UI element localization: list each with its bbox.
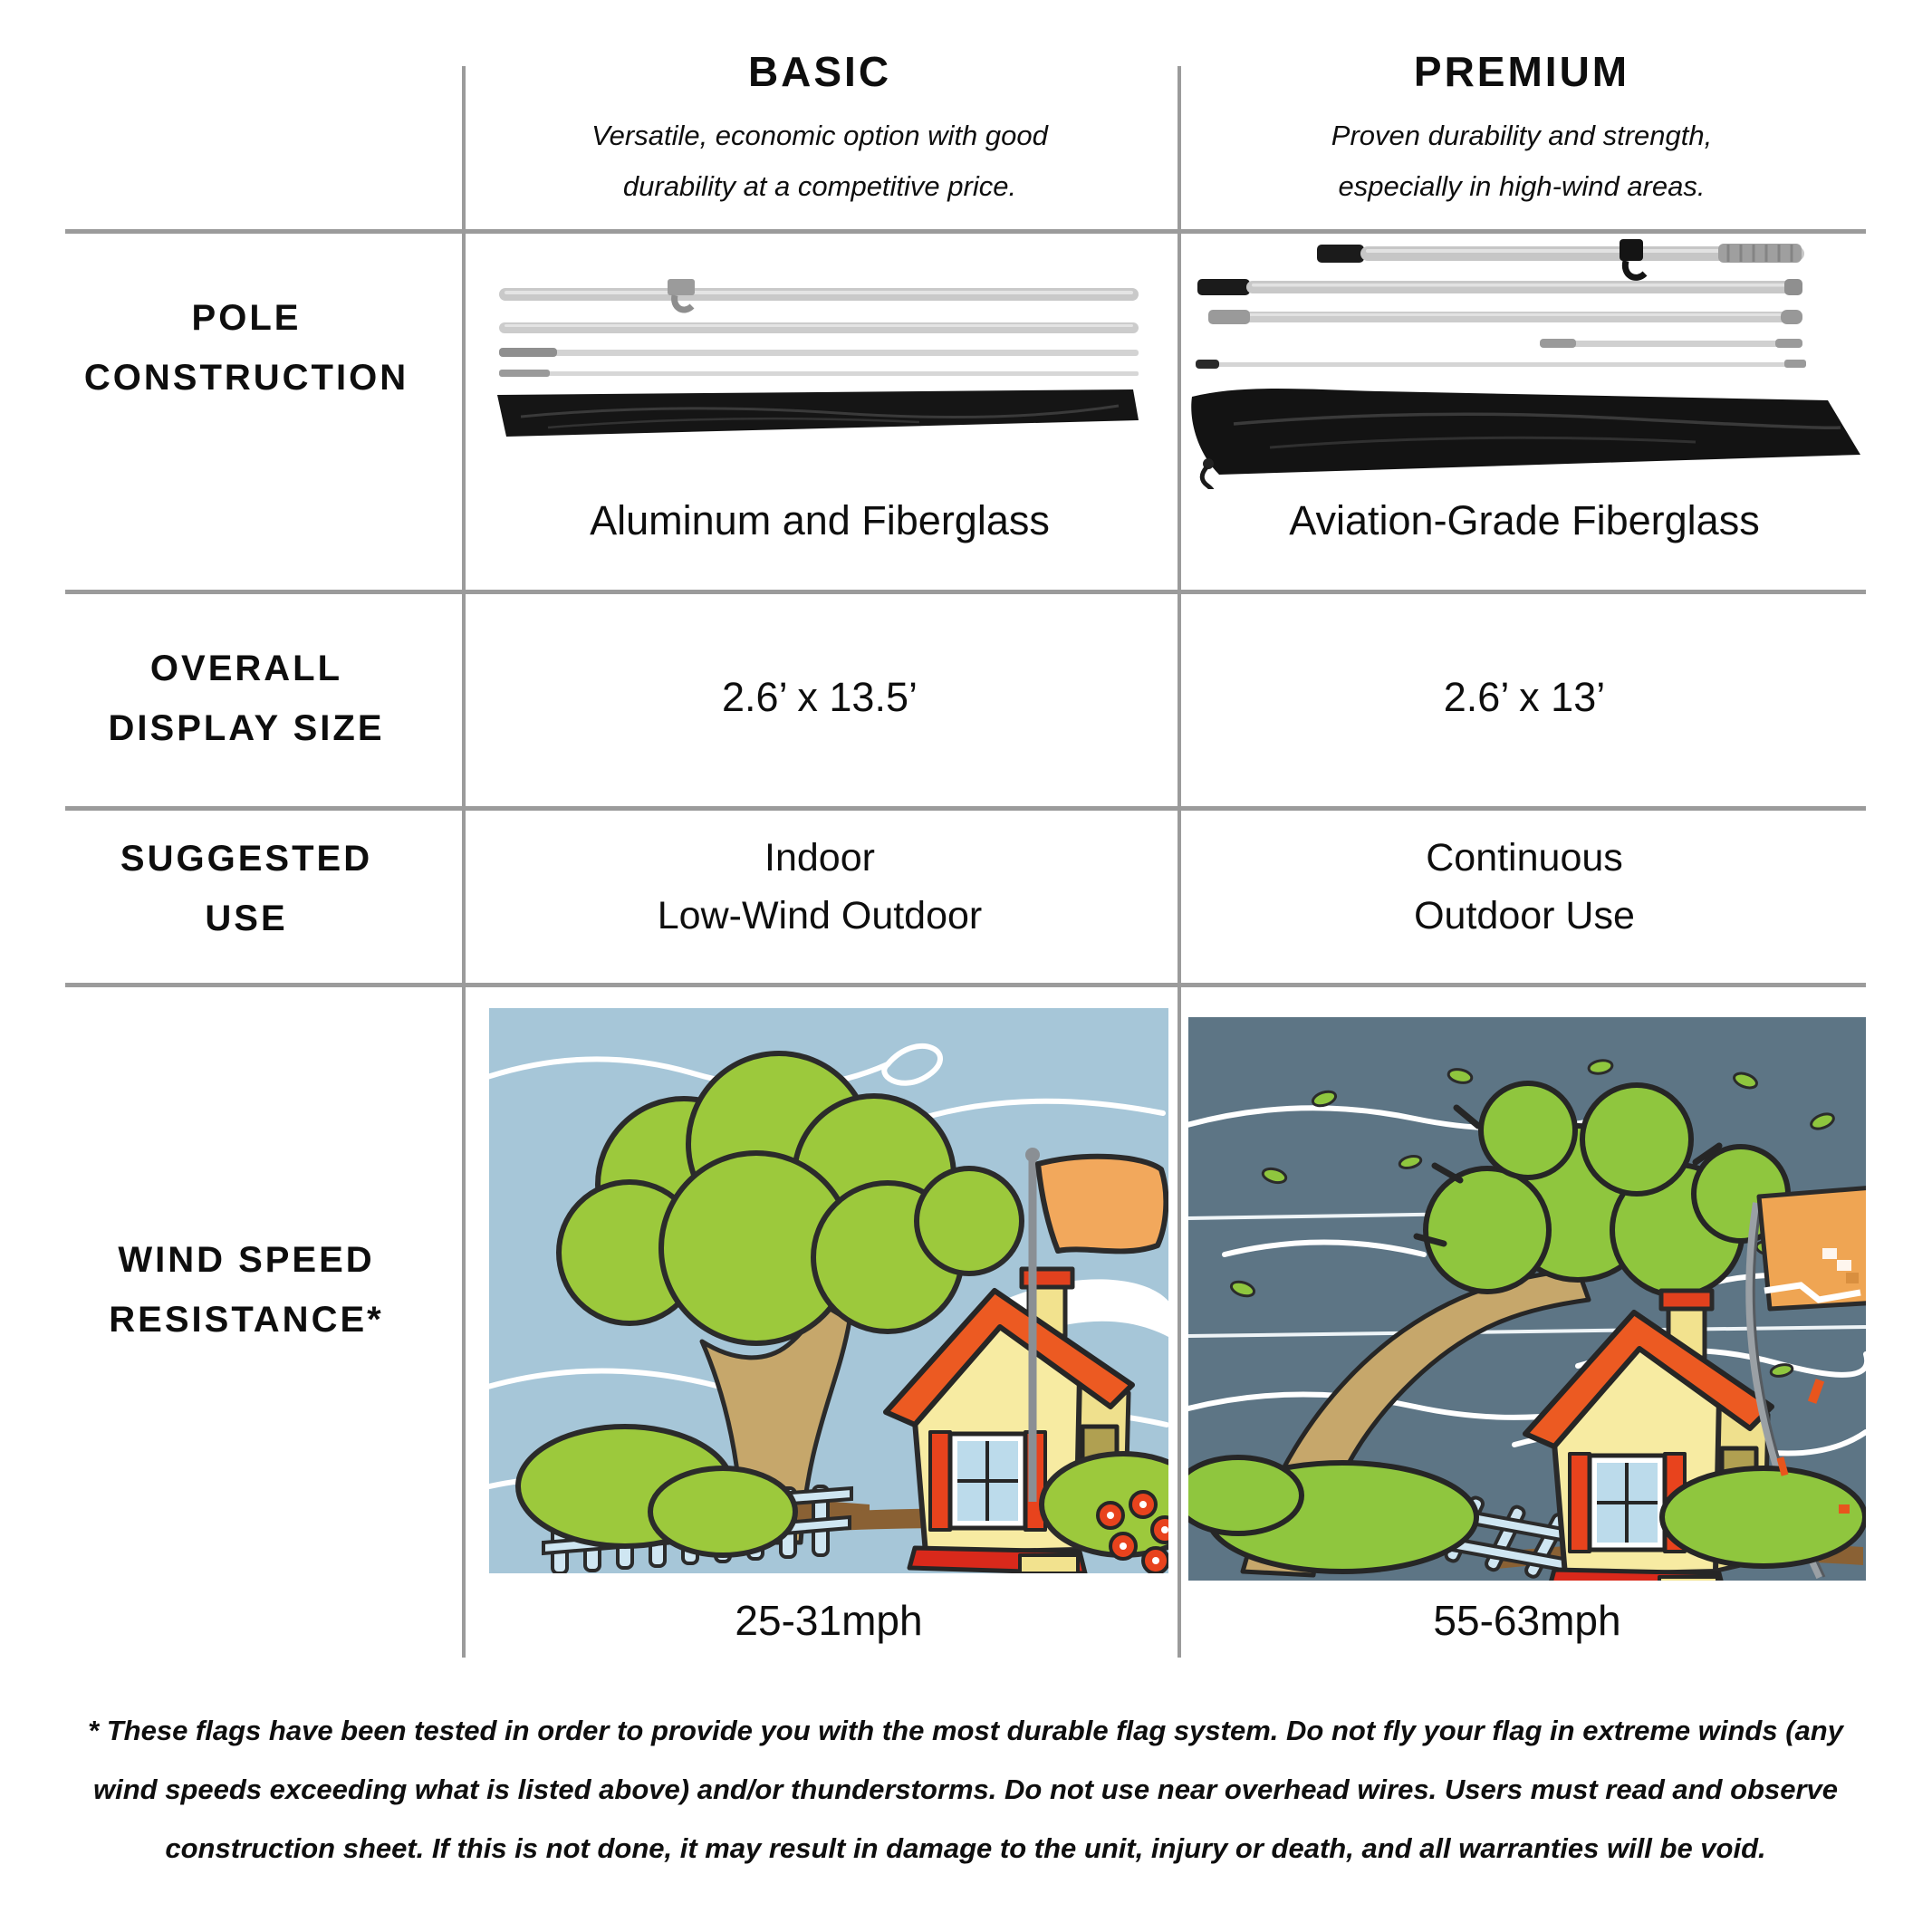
basic-use-line1: Indoor xyxy=(764,836,875,879)
premium-suggested-use xyxy=(1414,829,1635,945)
footnote xyxy=(88,1701,1843,1878)
basic-tagline-line1: Versatile, economic option with good xyxy=(591,120,1048,151)
basic-pole-material: Aluminum and Fiberglass xyxy=(590,497,1050,543)
premium-column-tagline xyxy=(1331,111,1712,212)
footnote-line1: * These flags have been tested in order to provide you with the most durable flag system. Do not fly your flag in extreme winds (any xyxy=(88,1715,1843,1746)
pole-label-line2: CONSTRUCTION xyxy=(83,358,409,398)
basic-pole-segments xyxy=(499,279,1139,377)
premium-pole-kit-image xyxy=(1188,237,1866,489)
wind-label-line1: WIND SPEED xyxy=(118,1240,375,1280)
basic-use-line2: Low-Wind Outdoor xyxy=(657,894,983,937)
basic-wind-illustration xyxy=(489,1008,1168,1573)
bush-right xyxy=(1662,1468,1865,1566)
premium-tagline-line2: especially in high-wind areas. xyxy=(1338,170,1706,202)
column-divider-2 xyxy=(1177,66,1181,1658)
size-label-line1: OVERALL xyxy=(149,649,343,688)
premium-display-size: 2.6’ x 13’ xyxy=(1443,674,1606,720)
shutter-left xyxy=(930,1432,950,1530)
premium-carry-bag xyxy=(1191,389,1860,489)
premium-wind-illustration xyxy=(1188,1017,1866,1581)
premium-pole-segments xyxy=(1196,239,1806,369)
basic-column-tagline xyxy=(591,111,1048,212)
premium-use-line2: Outdoor Use xyxy=(1414,894,1635,937)
basic-wind-speed: 25-31mph xyxy=(735,1597,923,1644)
row-label-display-size xyxy=(109,639,385,758)
premium-tagline-line1: Proven durability and strength, xyxy=(1331,120,1713,151)
premium-wind-speed: 55-63mph xyxy=(1433,1597,1621,1644)
use-label-line1: SUGGESTED xyxy=(120,839,373,879)
row-line-1 xyxy=(65,229,1866,234)
row-label-wind-speed xyxy=(109,1230,383,1350)
size-label-line2: DISPLAY SIZE xyxy=(108,708,385,748)
footnote-line2: wind speeds exceeding what is listed above) and/or thunderstorms. Do not use near overhead wires. Users must read and observe xyxy=(93,1773,1838,1805)
basic-column-title: BASIC xyxy=(747,48,892,95)
column-divider-1 xyxy=(462,66,466,1658)
pole-clip xyxy=(1620,239,1643,261)
basic-display-size: 2.6’ x 13.5’ xyxy=(722,674,918,720)
pole-clip xyxy=(668,279,695,295)
wind-label-line2: RESISTANCE* xyxy=(109,1300,384,1340)
basic-tagline-line2: durability at a competitive price. xyxy=(622,170,1017,202)
row-line-4 xyxy=(65,983,1866,987)
use-label-line2: USE xyxy=(205,899,288,938)
basic-carry-bag xyxy=(497,389,1139,437)
row-line-2 xyxy=(65,590,1866,594)
row-label-pole-construction xyxy=(84,288,409,408)
premium-use-line1: Continuous xyxy=(1426,836,1623,879)
row-line-3 xyxy=(65,806,1866,811)
flag xyxy=(1038,1157,1166,1252)
pole-label-line1: POLE xyxy=(191,298,302,338)
row-label-suggested-use xyxy=(120,829,372,948)
premium-column-title: PREMIUM xyxy=(1413,48,1630,95)
premium-pole-material: Aviation-Grade Fiberglass xyxy=(1289,497,1760,543)
basic-suggested-use xyxy=(658,829,983,945)
footnote-line3: construction sheet. If this is not done, it may result in damage to the unit, injury or death, and all warranties will be void. xyxy=(165,1832,1766,1864)
basic-pole-kit-image xyxy=(494,270,1144,451)
